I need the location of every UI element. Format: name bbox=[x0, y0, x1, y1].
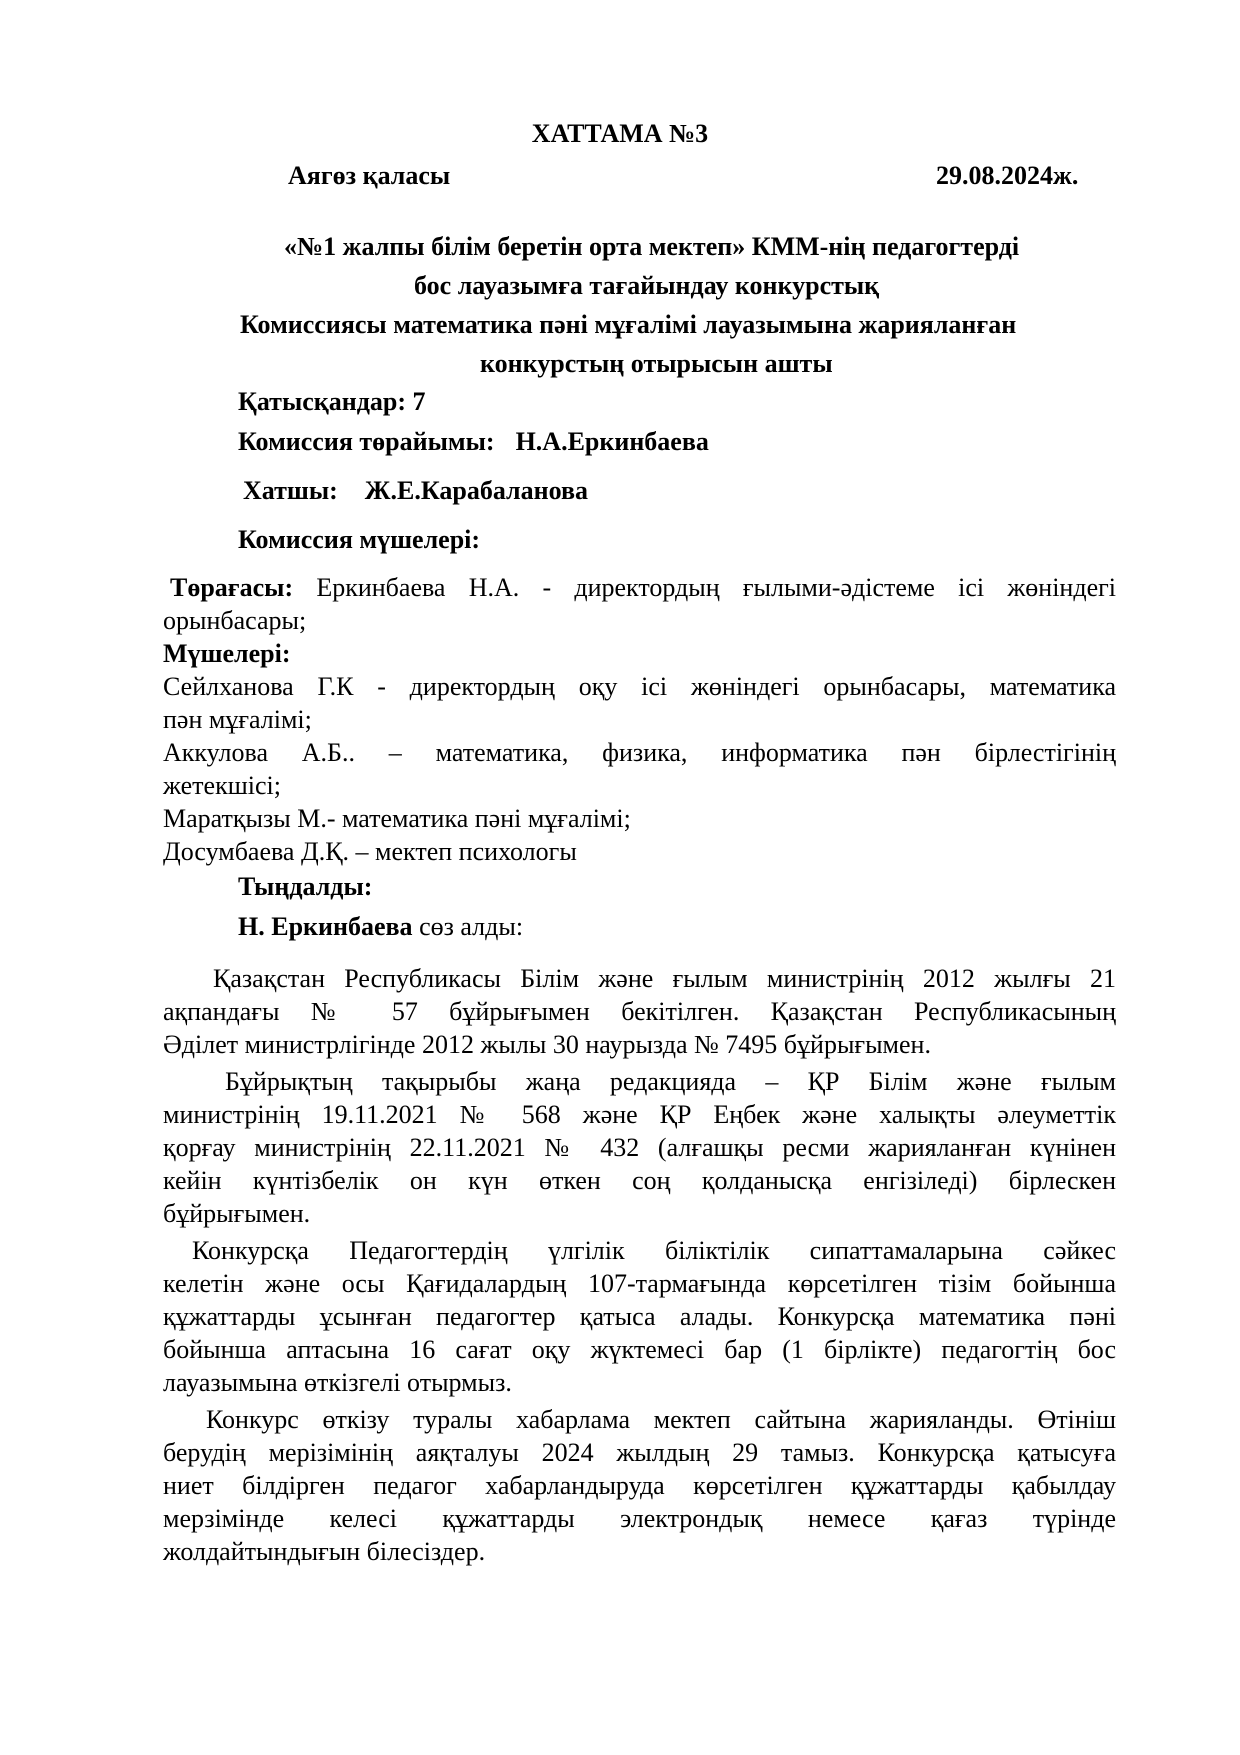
members-label: Мүшелері: bbox=[163, 639, 291, 668]
chairperson-line-1 bbox=[170, 572, 1116, 604]
member-1-line-1: Сейлханова Г.К - директордың оқу ісі жөніндегі орынбасары, математика bbox=[163, 672, 1116, 701]
commission-chair bbox=[238, 426, 709, 458]
speaker-text: сөз алды: bbox=[412, 912, 524, 941]
paragraph-3-line-2: келетін және осы Қағидалардың 107-тармағында көрсетілген тізім бойынша bbox=[163, 1269, 1116, 1298]
paragraph-1-line-3: Әділет министрлігінде 2012 жылы 30 наурызда № 7495 бұйрығымен. bbox=[163, 1030, 931, 1059]
paragraph-4-line-5: жолдайтындығын білесіздер. bbox=[163, 1537, 486, 1566]
paragraph-4-line-1: Конкурс өткізу туралы хабарлама мектеп сайтына жарияланды. Өтініш bbox=[206, 1405, 1116, 1434]
paragraph-3-line-3: құжаттарды ұсынған педагогтер қатыса алады. Конкурсқа математика пәні bbox=[163, 1302, 1116, 1331]
member-3: Маратқызы М.- математика пәні мұғалімі; bbox=[163, 804, 631, 833]
paragraph-1-line-2: ақпандағы № 57 бұйрығымен бекітілген. Қазақстан Республикасының bbox=[163, 997, 1116, 1026]
commission-secretary bbox=[243, 475, 588, 507]
secretary-label: Хатшы: bbox=[243, 476, 338, 505]
paragraph-2-line-5: бұйрығымен. bbox=[163, 1199, 311, 1228]
chair-name: Н.А.Еркинбаева bbox=[515, 427, 709, 456]
speaker-name: Н. Еркинбаева bbox=[238, 912, 413, 941]
paragraph-2-line-3: қорғау министрінің 22.11.2021 № 432 (алғашқы ресми жарияланған күнінен bbox=[163, 1133, 1116, 1162]
document-date: 29.08.2024ж. bbox=[936, 161, 1079, 190]
member-2-line-1: Аккулова А.Б.. – математика, физика, информатика пән бірлестігінің bbox=[163, 738, 1116, 767]
chair-label: Комиссия төрайымы: bbox=[238, 427, 495, 456]
paragraph-4-line-2: берудің мерізімінің аяқталуы 2024 жылдың 29 тамыз. Конкурсқа қатысуға bbox=[163, 1438, 1116, 1467]
heading-line-4: конкурстың отырысын ашты bbox=[480, 349, 833, 378]
paragraph-1-line-1: Қазақстан Республикасы Білім және ғылым министрінің 2012 жылғы 21 bbox=[213, 964, 1116, 993]
paragraph-3-line-1: Конкурсқа Педагогтердің үлгілік біліктілік сипаттамаларына сәйкес bbox=[192, 1236, 1116, 1265]
members-heading: Комиссия мүшелері: bbox=[238, 525, 481, 554]
paragraph-4-line-3: ниет білдірген педагог хабарландыруда көрсетілген құжаттарды қабылдау bbox=[163, 1471, 1116, 1500]
heading-line-2: бос лауазымға тағайындау конкурстық bbox=[414, 271, 880, 300]
paragraph-2-line-1: Бұйрықтың тақырыбы жаңа редакцияда – ҚР Білім және ғылым bbox=[225, 1067, 1116, 1096]
paragraph-3-line-4: бойынша аптасына 16 сағат оқу жүктемесі бар (1 бірлікте) педагогтің бос bbox=[163, 1335, 1116, 1364]
heading-line-3: Комиссиясы математика пәні мұғалімі лауазымына жарияланған bbox=[240, 310, 1017, 339]
participants-count: Қатысқандар: 7 bbox=[238, 387, 426, 416]
document-title: ХАТТАМА №3 bbox=[531, 119, 709, 148]
paragraph-4-line-4: мерзімінде келесі құжаттарды электрондық немесе қағаз түрінде bbox=[163, 1504, 1116, 1533]
speaker-line bbox=[238, 911, 523, 943]
document-place: Аягөз қаласы bbox=[288, 161, 451, 190]
member-4: Досумбаева Д.Қ. – мектеп психологы bbox=[163, 837, 577, 866]
chairperson-label: Төрағасы: bbox=[170, 573, 294, 602]
listened-heading: Тыңдалды: bbox=[238, 872, 373, 901]
member-1-line-2: пән мұғалімі; bbox=[163, 705, 312, 734]
heading-line-1: «№1 жалпы білім беретін орта мектеп» КММ-нің педагогтерді bbox=[284, 232, 1020, 261]
member-2-line-2: жетекшісі; bbox=[163, 771, 281, 800]
chairperson-line-2: орынбасары; bbox=[163, 606, 307, 635]
paragraph-3-line-5: лауазымына өткізгелі отырмыз. bbox=[163, 1368, 512, 1397]
secretary-name: Ж.Е.Карабаланова bbox=[364, 476, 589, 505]
paragraph-2-line-4: кейін күнтізбелік он күн өткен соң қолданысқа енгізіледі) бірлескен bbox=[163, 1166, 1116, 1195]
paragraph-2-line-2: министрінің 19.11.2021 № 568 және ҚР Еңбек және халықты әлеуметтік bbox=[163, 1100, 1116, 1129]
chairperson-text: Еркинбаева Н.А. - директордың ғылыми-әдістеме ісі жөніндегі bbox=[316, 573, 1116, 602]
